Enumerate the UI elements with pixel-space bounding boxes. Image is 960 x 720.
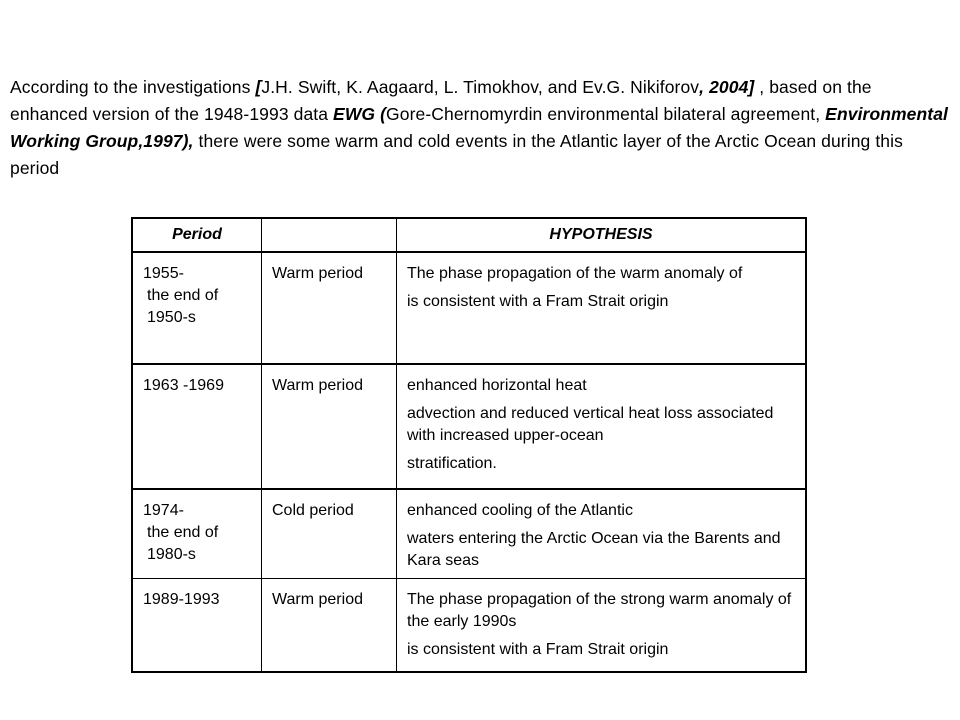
hypothesis-cell [397, 578, 807, 672]
period-cell [132, 364, 262, 489]
intro-ewg-full: Environmental Working Group,1997), [10, 104, 949, 151]
type-line: Warm period [272, 590, 363, 608]
hypothesis-line: advection and reduced vertical heat loss associated with increased upper-ocean [407, 405, 774, 444]
period-line: the end of 1980-s [147, 524, 219, 563]
period-header: Period [132, 218, 262, 252]
hypothesis-cell [397, 489, 807, 578]
intro-authors: J.H. Swift, K. Aagaard, L. Timokhov, and Ev.G. Nikiforov [261, 77, 700, 97]
intro-text-3: , based on the enhanced version of the 1948-1993 data [10, 77, 872, 124]
period-line: 1974- [143, 502, 184, 519]
type-cell [262, 364, 397, 489]
intro-citation-year: , 2004] [699, 77, 755, 97]
intro-text-1: According to the investigations [10, 77, 256, 97]
intro-citation-bracket: [ [255, 77, 262, 97]
intro-text-5: there were some warm and cold events in the Atlantic layer of the Arctic Ocean during this period [10, 131, 903, 178]
period-line: 1989-1993 [143, 590, 220, 608]
hypothesis-cell [397, 252, 807, 364]
hypothesis-line: enhanced cooling of the Atlantic [407, 502, 633, 519]
hypothesis-table [131, 217, 807, 673]
period-cell [132, 252, 262, 364]
hypothesis-line: The phase propagation of the strong warm anomaly of the early 1990s [407, 590, 792, 630]
hypothesis-header: HYPOTHESIS [397, 218, 807, 252]
hypothesis-line: enhanced horizontal heat [407, 377, 587, 394]
type-cell [262, 252, 397, 364]
type-line: Warm period [272, 265, 363, 282]
table-row [132, 578, 806, 672]
hypothesis-line: The phase propagation of the warm anomaly of [407, 265, 743, 282]
period-line: 1963 -1969 [143, 377, 224, 394]
type-line: Warm period [272, 377, 363, 394]
table-row [132, 489, 806, 578]
period-line: the end of 1950-s [147, 287, 219, 326]
period-line: 1955- [143, 265, 184, 282]
hypothesis-line: is consistent with a Fram Strait origin [407, 640, 669, 658]
table-header-row [132, 218, 806, 252]
type-cell [262, 489, 397, 578]
table-row [132, 364, 806, 489]
table-row [132, 252, 806, 364]
hypothesis-cell [397, 364, 807, 489]
type-cell [262, 578, 397, 672]
intro-paragraph [10, 74, 950, 182]
hypothesis-line: waters entering the Arctic Ocean via the Barents and Kara seas [407, 530, 781, 569]
type-header [262, 218, 397, 252]
period-cell [132, 489, 262, 578]
hypothesis-line: is consistent with a Fram Strait origin [407, 293, 669, 310]
intro-ewg: EWG ( [333, 104, 387, 124]
hypothesis-line: stratification. [407, 455, 497, 472]
period-cell [132, 578, 262, 672]
intro-text-4: Gore-Chernomyrdin environmental bilateral agreement, [386, 104, 826, 124]
type-line: Cold period [272, 502, 354, 519]
